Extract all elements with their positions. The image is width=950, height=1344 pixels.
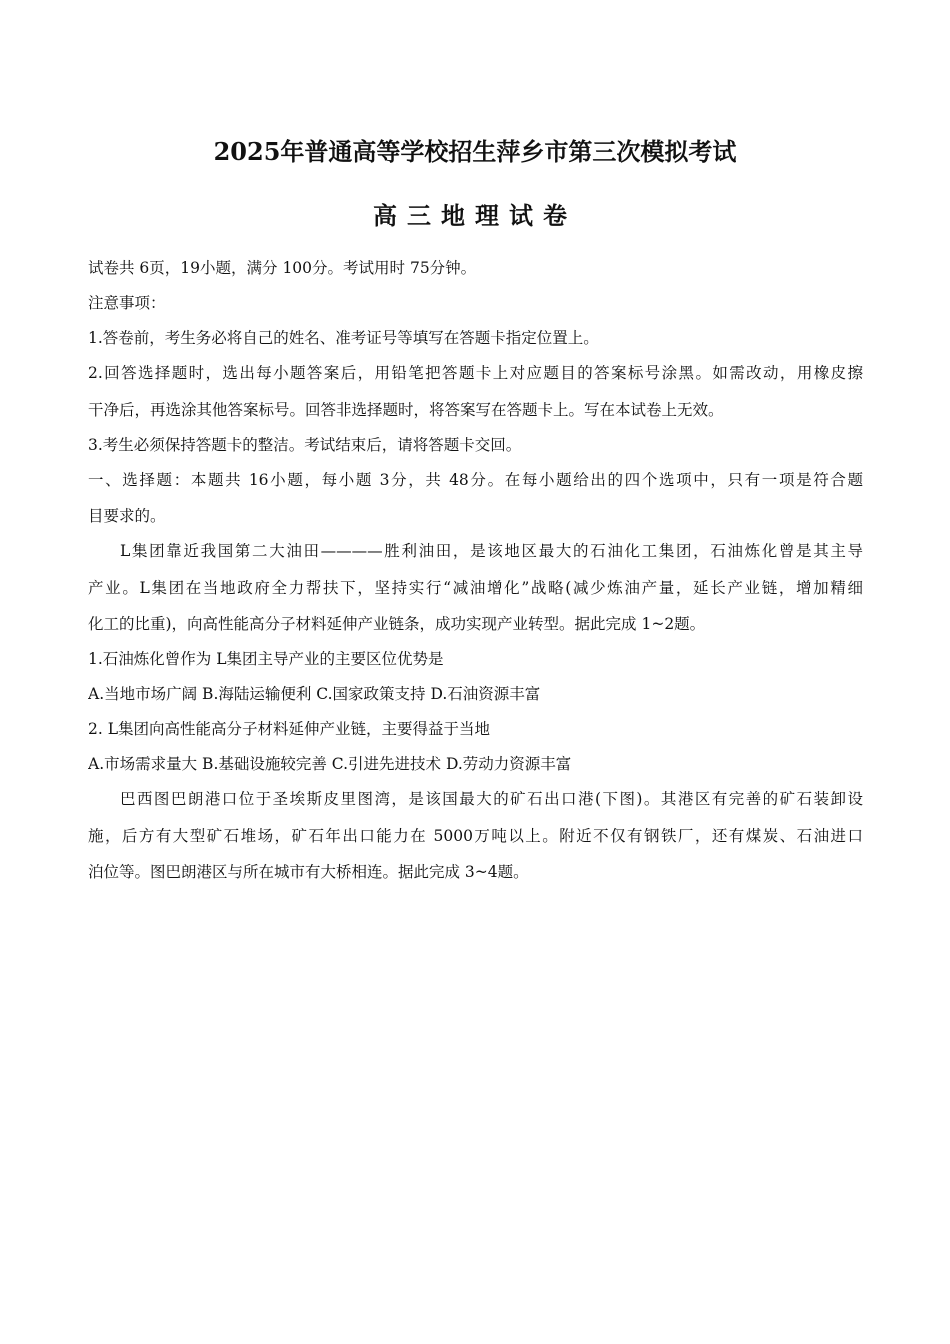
exam-info: 试卷共 6页，19小题，满分 100分。考试用时 75分钟。 bbox=[88, 259, 477, 277]
passage-1-line-2: 产业。L集团在当地政府全力帮扶下，坚持实行“减油增化”战略(减少炼油产量，延长产业链，增加精细 bbox=[88, 578, 863, 597]
passage-2-line-1: 巴西图巴朗港口位于圣埃斯皮里图湾，是该国最大的矿石出口港(下图)。其港区有完善的矿石装卸设 bbox=[120, 790, 863, 808]
exam-title: 2025年普通高等学校招生萍乡市第三次模拟考试 bbox=[213, 137, 737, 166]
passage-2-line-3: 泊位等。图巴朗港区与所在城市有大桥相连。据此完成 3~4题。 bbox=[88, 863, 529, 881]
question-1-stem: 1.石油炼化曾作为 L集团主导产业的主要区位优势是 bbox=[88, 650, 444, 668]
note-3: 3.考生必须保持答题卡的整洁。考试结束后，请将答题卡交回。 bbox=[88, 435, 522, 454]
passage-1-line-3: 化工的比重)，向高性能高分子材料延伸产业链条，成功实现产业转型。据此完成 1~2题。 bbox=[88, 615, 706, 633]
notes-title: 注意事项： bbox=[88, 294, 166, 312]
exam-body bbox=[88, 254, 863, 893]
question-2-stem: 2. L集团向高性能高分子材料延伸产业链，主要得益于当地 bbox=[88, 720, 491, 738]
exam-subtitle: 高三地理试卷 bbox=[373, 201, 577, 230]
passage-1-line-1: L集团靠近我国第二大油田————胜利油田，是该地区最大的石油化工集团，石油炼化曾是其主导 bbox=[120, 542, 863, 560]
question-2-options: A.市场需求量大 B.基础设施较完善 C.引进先进技术 D.劳动力资源丰富 bbox=[88, 755, 572, 773]
section-1-heading-line-2: 目要求的。 bbox=[88, 507, 166, 525]
passage-2-line-2: 施，后方有大型矿石堆场，矿石年出口能力在 5000万吨以上。附近不仅有钢铁厂，还有煤炭、石油进口 bbox=[88, 826, 863, 845]
note-1: 1.答卷前，考生务必将自己的姓名、准考证号等填写在答题卡指定位置上。 bbox=[88, 329, 599, 347]
note-2-line-1: 2.回答选择题时，选出每小题答案后，用铅笔把答题卡上对应题目的答案标号涂黑。如需改动，用橡皮擦 bbox=[88, 364, 863, 382]
question-1-options: A.当地市场广阔 B.海陆运输便利 C.国家政策支持 D.石油资源丰富 bbox=[88, 685, 541, 703]
section-1-heading-line-1: 一、选择题：本题共 16小题，每小题 3分，共 48分。在每小题给出的四个选项中，只有一项是符合题 bbox=[88, 470, 863, 489]
note-2-line-2: 干净后，再选涂其他答案标号。回答非选择题时，将答案写在答题卡上。写在本试卷上无效。 bbox=[88, 400, 724, 419]
